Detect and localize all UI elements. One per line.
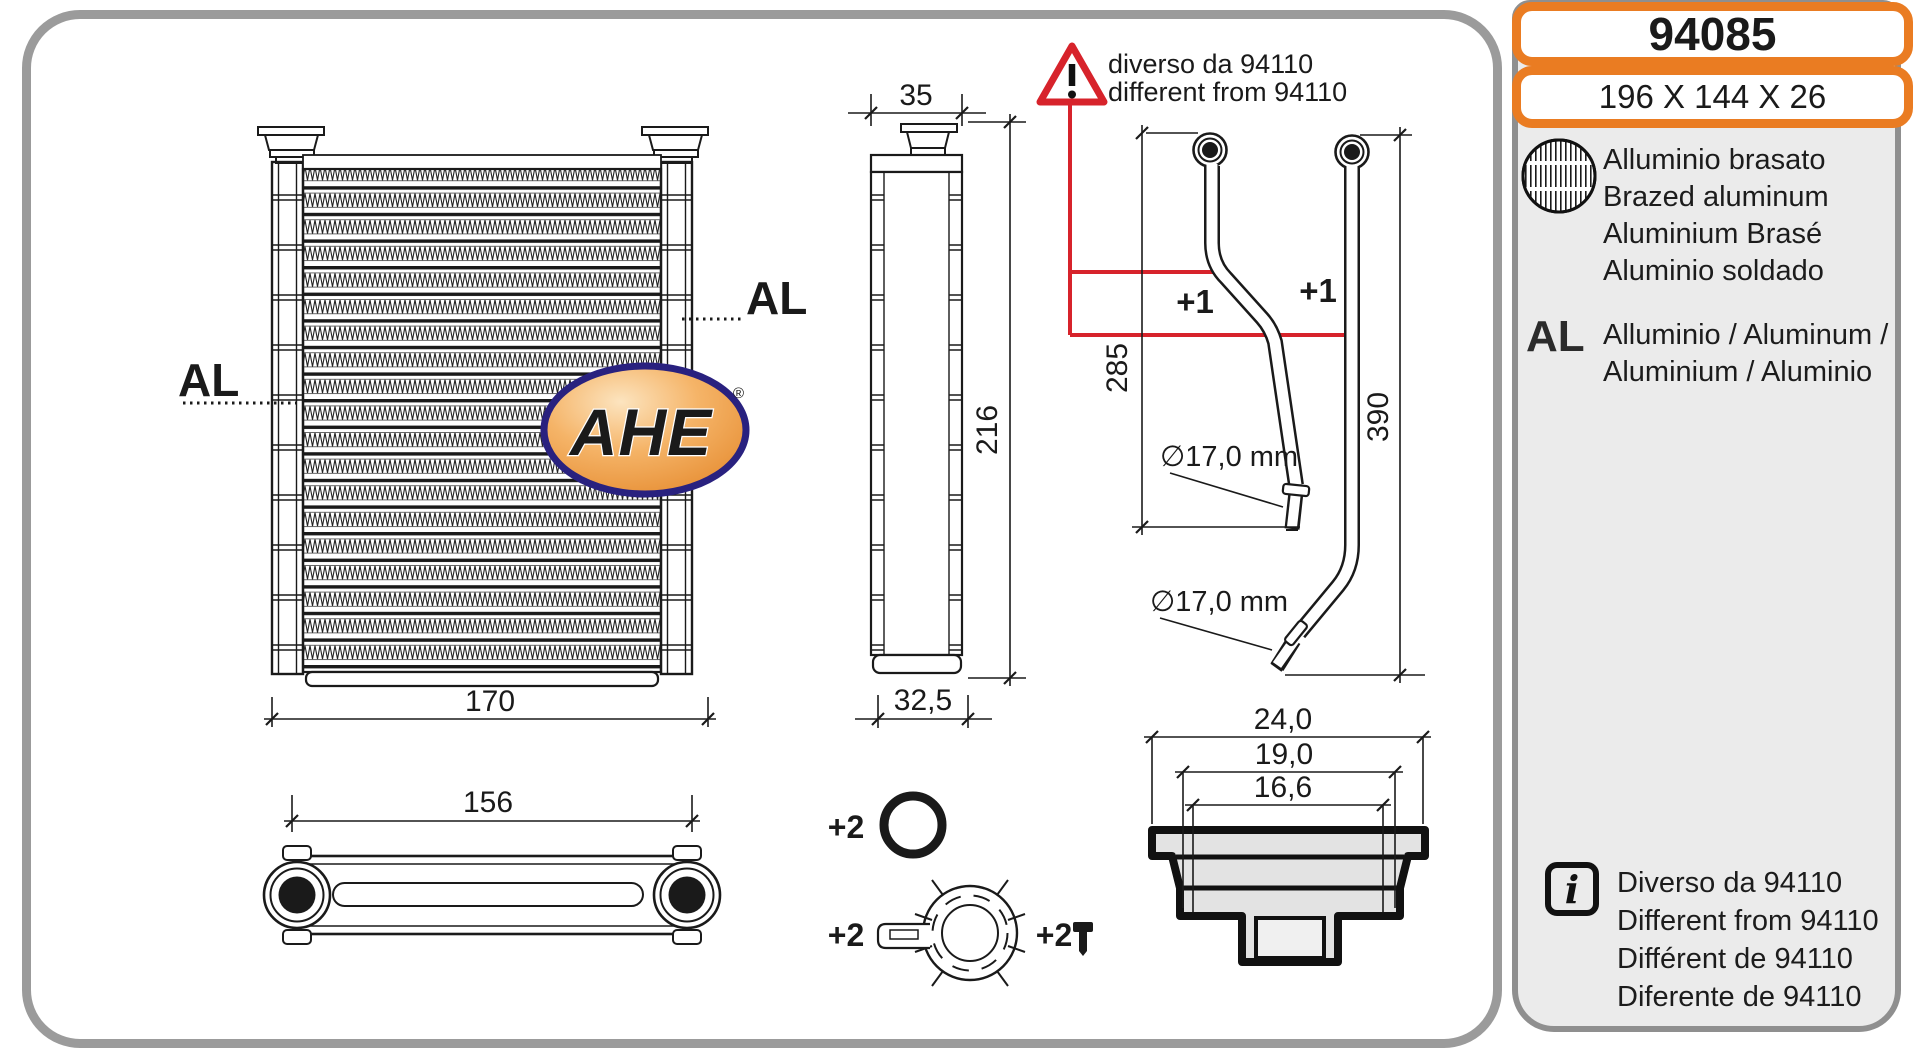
part-number-box	[1512, 2, 1913, 66]
dim-bottom-width-label: 156	[462, 786, 514, 819]
left-pipe	[1212, 164, 1309, 530]
part-number: 94085	[1648, 8, 1777, 60]
warning-text-line2: different from 94110	[1108, 77, 1348, 107]
info-line-es: Diferente de 94110	[1617, 981, 1862, 1013]
dim-flange-mid-label: 19,0	[1254, 738, 1314, 771]
dim-side-height-label: 216	[971, 404, 1004, 456]
bolt-icon	[1073, 922, 1093, 956]
brazed-line-es: Aluminio soldado	[1603, 255, 1824, 287]
ahe-logo-text: AHE	[569, 395, 713, 469]
accessory-parts	[828, 796, 1093, 986]
oring-icon	[884, 796, 942, 854]
bolt-qty: +2	[1035, 917, 1073, 953]
brazed-line-it: Alluminio brasato	[1603, 144, 1826, 176]
side-cap	[901, 124, 957, 155]
diameter-leader-upper	[1170, 473, 1283, 507]
clip-qty: +2	[827, 917, 865, 953]
diameter-leader-lower	[1160, 618, 1272, 650]
al-legend-line1: Alluminio / Aluminum /	[1603, 319, 1889, 351]
al-legend-line2: Aluminium / Aluminio	[1603, 356, 1873, 388]
part-size-box	[1512, 66, 1913, 128]
dim-right-pipe-label: 390	[1362, 391, 1395, 443]
plus-one-left: +1	[1176, 283, 1214, 320]
al-legend-text	[1603, 317, 1903, 391]
brazed-line-fr: Aluminium Brasé	[1603, 218, 1823, 250]
left-pipe-fitting	[1194, 134, 1227, 167]
diameter-label-lower: ∅17,0 mm	[1150, 586, 1289, 618]
dim-flange-inner-label: 16,6	[1253, 771, 1313, 804]
bottom-view	[264, 786, 720, 944]
right-pipe-fitting	[1336, 136, 1369, 169]
al-label-left: AL	[178, 354, 240, 406]
info-line-en: Different from 94110	[1617, 905, 1879, 937]
brazed-line-en: Brazed aluminum	[1603, 181, 1829, 213]
info-note	[1617, 864, 1917, 1016]
oring-qty: +2	[827, 809, 865, 845]
al-symbol: AL	[1526, 312, 1585, 361]
warning-callout	[1040, 46, 1347, 107]
dim-front-width-label: 170	[464, 685, 516, 718]
brazed-material-icon	[1520, 137, 1598, 215]
ahe-logo	[544, 366, 746, 494]
info-line-it: Diverso da 94110	[1617, 867, 1843, 899]
dim-side-height	[968, 114, 1026, 686]
side-view	[848, 79, 1026, 728]
dim-side-bottom-label: 32,5	[893, 684, 953, 717]
al-label-right: AL	[746, 272, 808, 324]
ahe-logo-reg: ®	[733, 385, 745, 402]
clip-icon	[878, 880, 1025, 986]
plus-one-right: +1	[1299, 272, 1337, 309]
dim-side-top-label: 35	[899, 79, 933, 112]
dim-flange-outer-label: 24,0	[1253, 703, 1313, 736]
brazed-material-text	[1603, 142, 1903, 290]
pipes-view	[1101, 125, 1425, 683]
diameter-label-upper: ∅17,0 mm	[1160, 441, 1299, 473]
dim-left-pipe-label: 285	[1101, 342, 1134, 394]
info-icon-glyph: i	[1564, 866, 1580, 912]
info-icon	[1545, 862, 1599, 916]
flange-section	[1144, 703, 1431, 962]
info-line-fr: Différent de 94110	[1617, 943, 1853, 975]
warning-text-line1: diverso da 94110	[1108, 49, 1314, 79]
part-size: 196 X 144 X 26	[1598, 78, 1827, 115]
front-left-tank	[272, 162, 303, 674]
